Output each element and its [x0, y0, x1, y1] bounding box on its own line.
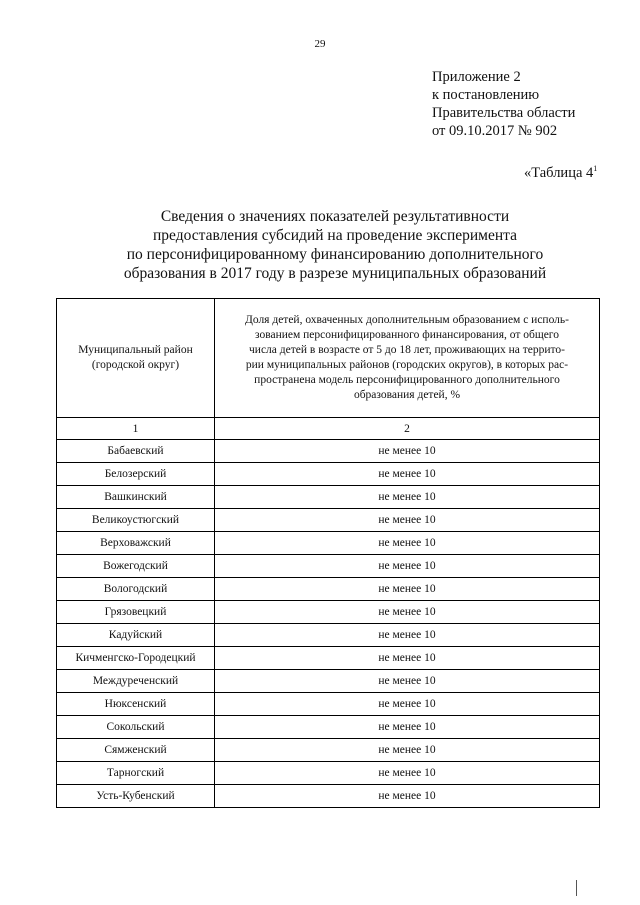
district-cell: Бабаевский [57, 440, 215, 463]
table-label-text: «Таблица 4 [524, 164, 594, 181]
table-row [57, 693, 600, 716]
value-cell: не менее 10 [215, 762, 600, 785]
header-municipality-line-1: Муниципальный район [78, 344, 193, 356]
appendix-block [432, 68, 575, 140]
value-cell: не менее 10 [215, 578, 600, 601]
table-row [57, 601, 600, 624]
title-line-4: образования в 2017 году в разрезе муниципальных образований [123, 265, 547, 282]
scan-edge-mark [576, 880, 577, 896]
table-header-row [57, 299, 600, 418]
table-row [57, 647, 600, 670]
district-cell: Кадуйский [57, 624, 215, 647]
district-cell: Великоустюгский [57, 509, 215, 532]
value-cell: не менее 10 [215, 601, 600, 624]
header-share-line-6: образования детей, % [353, 389, 461, 401]
table-label [524, 164, 597, 182]
value-cell: не менее 10 [215, 693, 600, 716]
appendix-line-1: Приложение 2 [432, 69, 521, 85]
header-share-line-2: зованием персонифицированного финансирования, от общего [254, 329, 559, 341]
district-cell: Белозерский [57, 463, 215, 486]
district-cell: Вологодский [57, 578, 215, 601]
table-row [57, 624, 600, 647]
header-share-line-5: пространена модель персонифицированного дополнительного [254, 374, 560, 386]
value-cell: не менее 10 [215, 532, 600, 555]
table-row [57, 739, 600, 762]
value-cell: не менее 10 [215, 555, 600, 578]
table-row [57, 486, 600, 509]
title-line-2: предоставления субсидий на проведение эксперимента [152, 227, 517, 244]
value-cell: не менее 10 [215, 624, 600, 647]
district-cell: Нюксенский [57, 693, 215, 716]
header-share-line-3: числа детей в возрасте от 5 до 18 лет, проживающих на террито- [249, 344, 565, 356]
header-share-line-1: Доля детей, охваченных дополнительным образованием с исполь- [245, 314, 569, 326]
table-row [57, 578, 600, 601]
table-row [57, 509, 600, 532]
district-cell: Усть-Кубенский [57, 785, 215, 808]
table-row [57, 463, 600, 486]
table-row [57, 670, 600, 693]
appendix-line-3: Правительства области [432, 105, 576, 121]
header-municipality-line-2: (городской округ) [91, 359, 180, 371]
district-cell: Кичменгско-Городецкий [57, 647, 215, 670]
district-cell: Сокольский [57, 716, 215, 739]
table-row [57, 555, 600, 578]
district-cell: Грязовецкий [57, 601, 215, 624]
district-cell: Тарногский [57, 762, 215, 785]
column-number-row [57, 418, 600, 440]
value-cell: не менее 10 [215, 716, 600, 739]
value-cell: не менее 10 [215, 463, 600, 486]
appendix-line-4: от 09.10.2017 № 902 [432, 123, 558, 139]
value-cell: не менее 10 [215, 785, 600, 808]
table-row [57, 532, 600, 555]
table-row [57, 762, 600, 785]
district-cell: Вашкинский [57, 486, 215, 509]
appendix-line-2: к постановлению [432, 87, 540, 103]
indicators-table [56, 298, 600, 808]
title-line-1: Сведения о значениях показателей результативности [160, 208, 510, 225]
district-cell: Вожегодский [57, 555, 215, 578]
district-cell: Междуреченский [57, 670, 215, 693]
value-cell: не менее 10 [215, 486, 600, 509]
table-label-superscript: 1 [593, 164, 598, 173]
document-title [60, 207, 610, 283]
title-line-3: по персонифицированному финансированию дополнительного [126, 246, 544, 263]
header-share [215, 299, 600, 418]
table-row [57, 785, 600, 808]
column-number-1: 1 [57, 418, 215, 440]
value-cell: не менее 10 [215, 440, 600, 463]
value-cell: не менее 10 [215, 670, 600, 693]
table-row [57, 440, 600, 463]
header-municipality [57, 299, 215, 418]
value-cell: не менее 10 [215, 509, 600, 532]
district-cell: Сямженский [57, 739, 215, 762]
header-share-line-4: рии муниципальных районов (городских округов), в которых рас- [245, 359, 569, 371]
value-cell: не менее 10 [215, 739, 600, 762]
value-cell: не менее 10 [215, 647, 600, 670]
column-number-2: 2 [215, 418, 600, 440]
district-cell: Верховажский [57, 532, 215, 555]
table-row [57, 716, 600, 739]
page-number: 29 [314, 38, 326, 50]
